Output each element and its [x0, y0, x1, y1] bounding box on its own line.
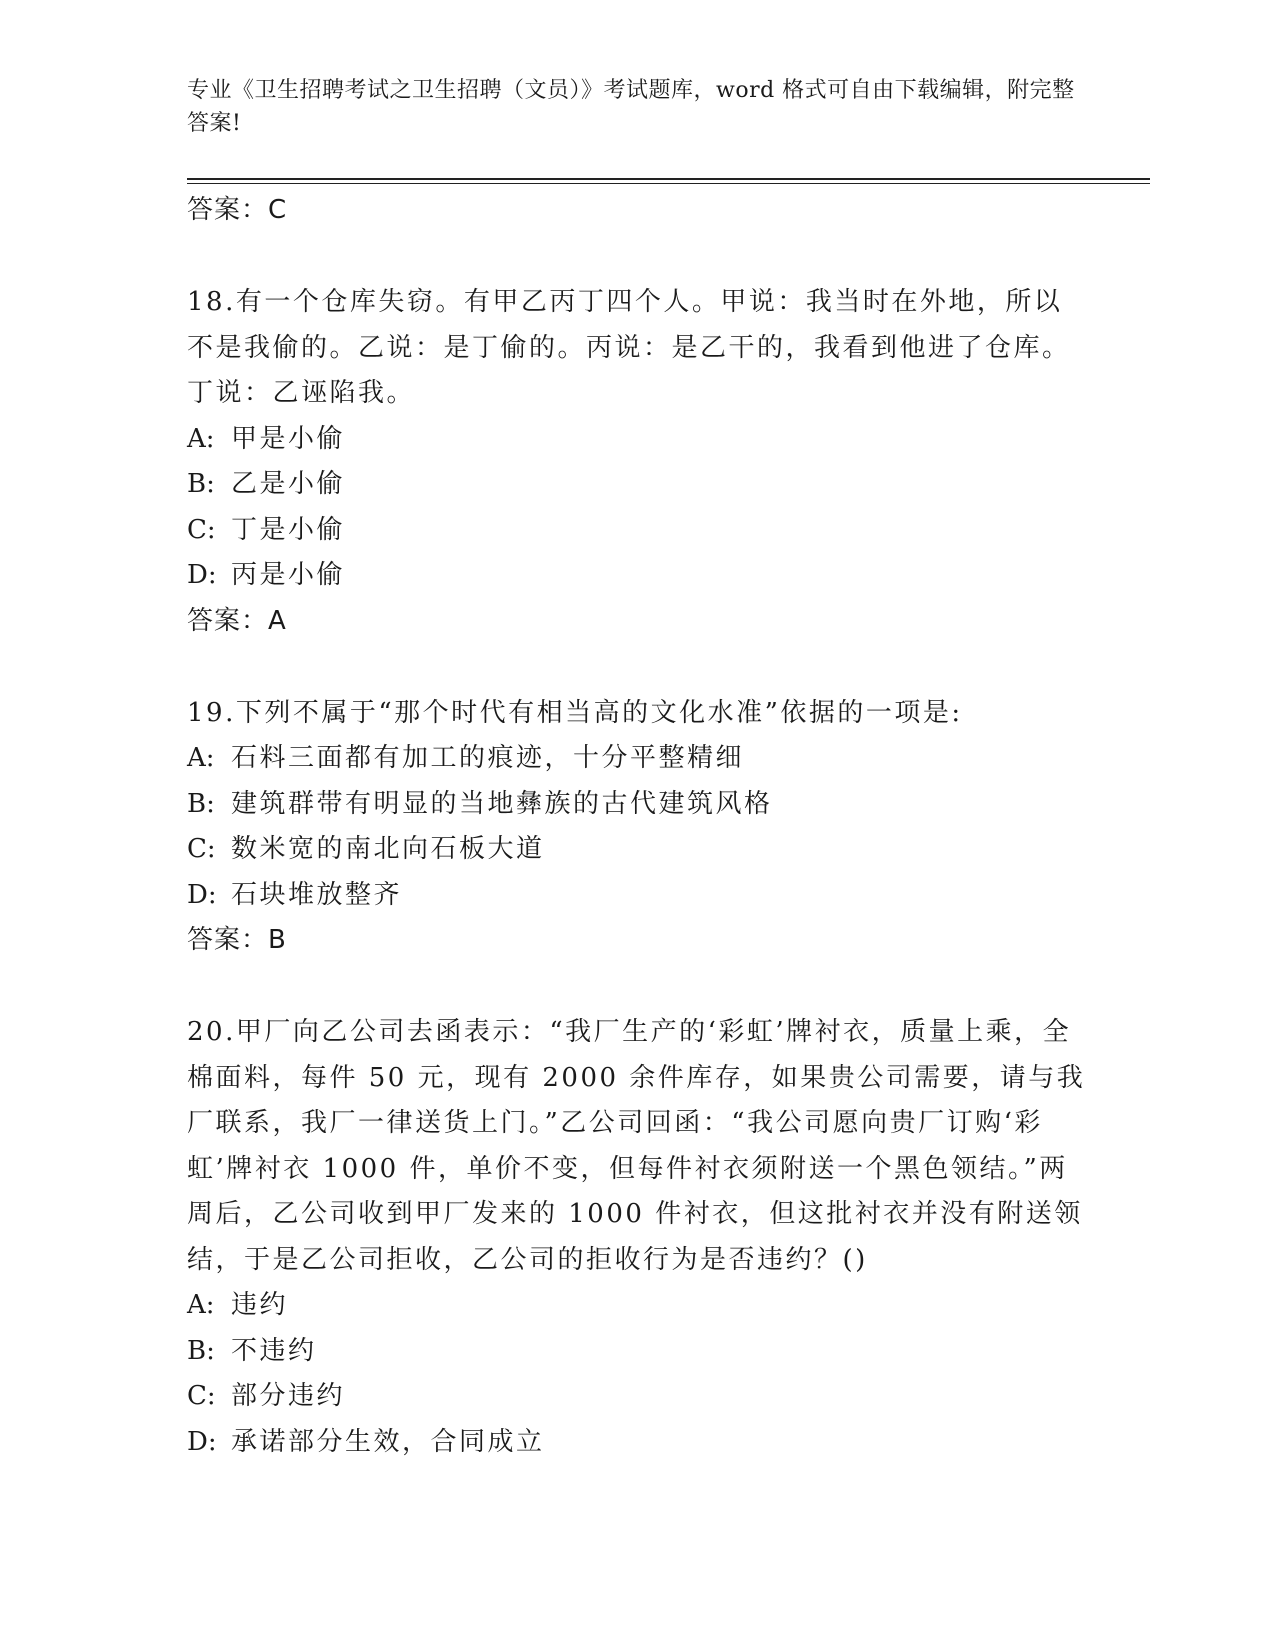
option-b: [187, 1329, 1087, 1375]
option-letter: A:: [187, 743, 215, 773]
option-text: 石块堆放整齐: [231, 879, 403, 910]
option-text: 丙是小偷: [231, 560, 346, 590]
option-c: [187, 508, 1087, 554]
question-stem: 18.有一个仓库失窃。有甲乙丙丁四个人。甲说：我当时在外地，所以不是我偷的。乙说：是丁偷的。丙说：是乙干的，我看到他进了仓库。丁说：乙诬陷我。: [187, 287, 1071, 408]
option-text: 丁是小偷: [231, 514, 346, 545]
option-letter: D:: [187, 560, 217, 590]
option-a: [187, 736, 1087, 782]
option-text: 承诺部分生效，合同成立: [231, 1426, 545, 1457]
option-c: [187, 827, 1087, 873]
option-letter: A:: [187, 1290, 215, 1320]
option-text: 建筑群带有明显的当地彝族的古代建筑风格: [231, 788, 773, 819]
option-letter: D:: [187, 879, 217, 910]
option-letter: D:: [187, 1426, 217, 1457]
option-text: 石料三面都有加工的痕迹，十分平整精细: [231, 743, 745, 773]
option-c: [187, 1374, 1087, 1420]
option-text: 甲是小偷: [231, 423, 346, 454]
question-19: [187, 691, 1087, 963]
option-letter: C:: [187, 1381, 216, 1411]
option-d: [187, 1420, 1087, 1466]
option-text: 违约: [231, 1290, 289, 1320]
option-d: [187, 873, 1087, 919]
option-letter: B:: [187, 1335, 215, 1366]
option-a: [187, 1283, 1087, 1329]
document-header: [187, 74, 1087, 140]
option-a: [187, 417, 1087, 463]
question-stem: 19.下列不属于“那个时代有相当高的文化水准”依据的一项是:: [187, 697, 963, 728]
option-letter: B:: [187, 788, 215, 819]
question-20: [187, 1010, 1087, 1465]
header-text: 专业《卫生招聘考试之卫生招聘（文员）》考试题库，word 格式可自由下载编辑，附完整答案!: [187, 78, 1075, 136]
answer-18: 答案：A: [187, 605, 287, 636]
option-d: [187, 553, 1087, 599]
answer-19: 答案：B: [187, 925, 287, 955]
option-text: 部分违约: [231, 1381, 346, 1411]
option-text: 乙是小偷: [231, 469, 346, 499]
option-b: [187, 462, 1087, 508]
option-b: [187, 782, 1087, 828]
question-stem: 20.甲厂向乙公司去函表示：“我厂生产的‘彩虹’牌衬衣，质量上乘，全棉面料，每件 50 元，现有 2000 余件库存，如果贵公司需要，请与我厂联系，我厂一律送货上门。”乙公司回函：“我公司愿向贵厂订购‘彩虹’牌衬衣 1000 件，单价不变，但每件衬衣须附送一个黑色领结。”两周后，乙公司收到甲厂发来的 1000 件衬衣，但这批衬衣并没有附送领结，于是乙公司拒收，乙公司的拒收行为是否违约？(): [187, 1017, 1086, 1275]
answer-prev: 答案：C: [187, 195, 288, 225]
option-text: 不违约: [231, 1335, 317, 1366]
header-rule-thick: [187, 178, 1150, 180]
option-letter: C:: [187, 834, 216, 864]
header-rule-thin: [187, 183, 1150, 184]
question-18: [187, 280, 1087, 643]
option-letter: C:: [187, 514, 216, 545]
option-letter: B:: [187, 469, 215, 499]
document-body: [187, 188, 1087, 1465]
option-text: 数米宽的南北向石板大道: [231, 834, 545, 864]
option-letter: A:: [187, 423, 215, 454]
